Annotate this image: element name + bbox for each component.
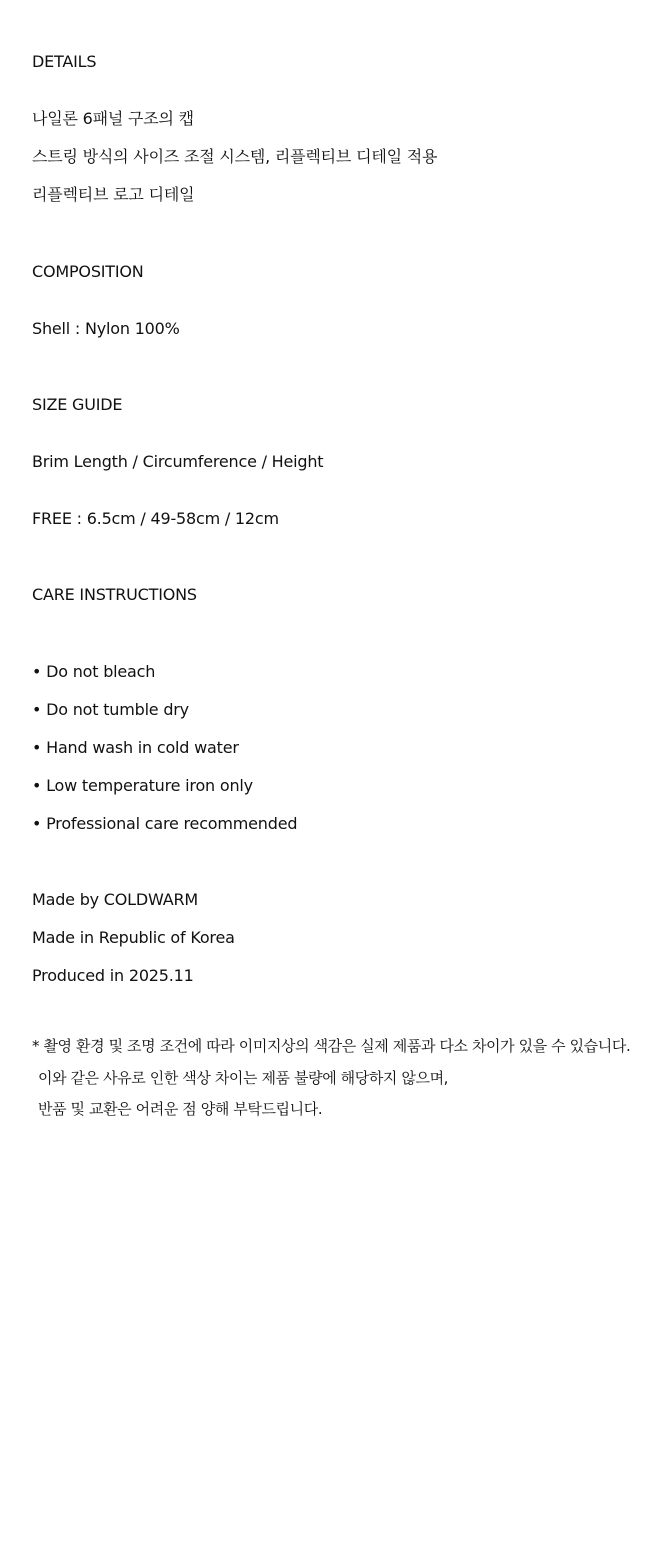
- care-item: • Do not tumble dry: [32, 700, 189, 719]
- notice-line: * 촬영 환경 및 조명 조건에 따라 이미지상의 색감은 실제 제품과 다소 차이가 있을 수 있습니다.: [32, 1037, 631, 1055]
- care-item: • Professional care recommended: [32, 814, 298, 833]
- made-in: Made in Republic of Korea: [32, 928, 235, 947]
- care-heading: CARE INSTRUCTIONS: [32, 585, 197, 604]
- size-guide-heading: SIZE GUIDE: [32, 395, 123, 414]
- notice-line: 이와 같은 사유로 인한 색상 차이는 제품 불량에 해당하지 않으며,: [38, 1069, 449, 1087]
- size-guide-free: FREE : 6.5cm / 49-58cm / 12cm: [32, 509, 279, 528]
- details-item: 나일론 6패널 구조의 캡: [32, 109, 194, 128]
- care-item: • Low temperature iron only: [32, 776, 253, 795]
- produced-date: Produced in 2025.11: [32, 966, 194, 985]
- details-item: 리플렉티브 로고 디테일: [32, 185, 195, 204]
- made-by: Made by COLDWARM: [32, 890, 199, 909]
- details-heading: DETAILS: [32, 52, 97, 71]
- composition-heading: COMPOSITION: [32, 262, 144, 281]
- care-item: • Hand wash in cold water: [32, 738, 239, 757]
- composition-text: Shell : Nylon 100%: [32, 319, 180, 338]
- size-guide-columns: Brim Length / Circumference / Height: [32, 452, 324, 471]
- notice-line: 반품 및 교환은 어려운 점 양해 부탁드립니다.: [38, 1100, 323, 1118]
- details-item: 스트링 방식의 사이즈 조절 시스템, 리플렉티브 디테일 적용: [32, 147, 438, 166]
- care-item: • Do not bleach: [32, 662, 156, 681]
